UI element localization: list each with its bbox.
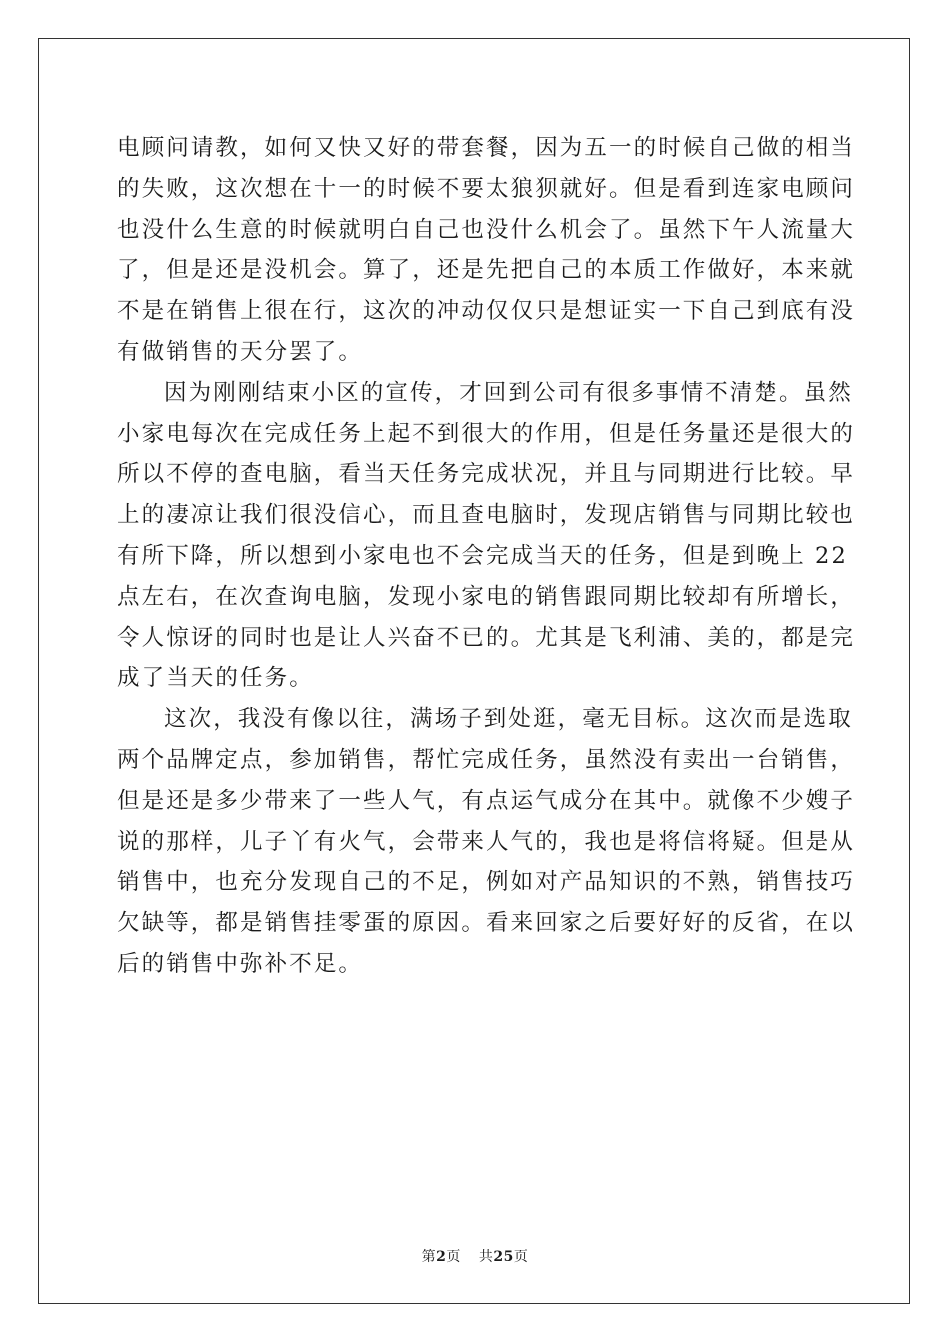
text-line: 了，但是还是没机会。算了，还是先把自己的本质工作做好，本来就 [117, 257, 856, 284]
text-line: 因为刚刚结束小区的宣传，才回到公司有很多事情不清楚。虽然 [164, 379, 853, 406]
paragraph [117, 373, 856, 699]
page-suffix: 页 [446, 1249, 461, 1265]
text-line: 上的凄凉让我们很没信心，而且查电脑时，发现店销售与同期比较也 [117, 502, 856, 529]
page-number: 2 [436, 1249, 447, 1265]
text-line: 欠缺等，都是销售挂零蛋的原因。看来回家之后要好好的反省，在以 [117, 910, 856, 937]
text-line: 成了当天的任务。 [117, 665, 314, 692]
text-line: 令人惊讶的同时也是让人兴奋不已的。尤其是飞利浦、美的，都是完 [117, 624, 856, 651]
text-line: 不是在销售上很在行，这次的冲动仅仅只是想证实一下自己到底有没 [117, 298, 856, 325]
text-line: 电顾问请教，如何又快又好的带套餐，因为五一的时候自己做的相当 [117, 135, 856, 161]
text-line: 有做销售的天分罢了。 [117, 338, 364, 365]
paragraph [117, 699, 856, 985]
total-pages: 25 [493, 1249, 514, 1265]
text-line: 点左右，在次查询电脑，发现小家电的销售跟同期比较却有所增长， [117, 583, 856, 610]
text-line: 这次，我没有像以往，满场子到处逛，毫无目标。这次而是选取 [164, 706, 853, 733]
text-line: 也没什么生意的时候就明白自己也没什么机会了。虽然下午人流量大 [117, 216, 856, 243]
text-line: 但是还是多少带来了一些人气，有点运气成分在其中。就像不少嫂子 [117, 787, 856, 814]
text-line: 所以不停的查电脑，看当天任务完成状况，并且与同期进行比较。早 [117, 461, 856, 488]
text-line: 小家电每次在完成任务上起不到很大的作用，但是任务量还是很大的 [117, 420, 856, 447]
text-line: 后的销售中弥补不足。 [117, 950, 364, 977]
text-line: 两个品牌定点，参加销售，帮忙完成任务，虽然没有卖出一台销售， [117, 746, 856, 773]
text-line: 的失败，这次想在十一的时候不要太狼狈就好。但是看到连家电顾问 [117, 175, 856, 202]
text-line: 说的那样，儿子丫有火气，会带来人气的，我也是将信将疑。但是从 [117, 828, 856, 855]
page-footer [0, 1246, 950, 1266]
text-line: 销售中，也充分发现自己的不足，例如对产品知识的不熟，销售技巧 [117, 869, 856, 896]
paragraph [117, 128, 856, 373]
document-body [117, 128, 856, 985]
total-prefix: 共 [478, 1249, 494, 1265]
page-prefix: 第 [421, 1249, 437, 1265]
total-suffix: 页 [513, 1249, 529, 1265]
text-line: 有所下降，所以想到小家电也不会完成当天的任务，但是到晚上 22 [117, 542, 848, 569]
